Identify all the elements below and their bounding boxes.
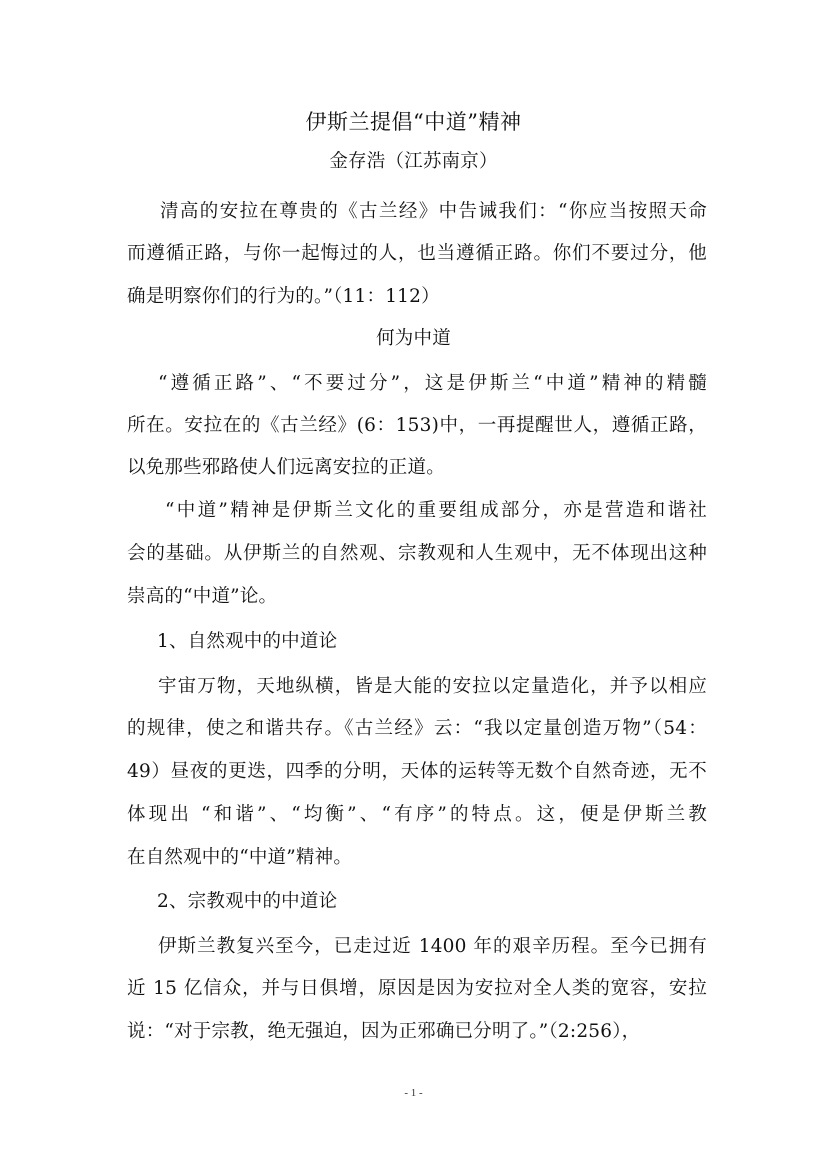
paragraph-line: 清高的安拉在尊贵的《古兰经》中告诫我们：“你应当按照天命 [160, 201, 707, 222]
paragraph-line: 体现出 “和谐”、“均衡”、“有序”的特点。这，便是伊斯兰教 [127, 804, 707, 825]
paragraph-line: 近 15 亿信众，并与日俱增，原因是因为安拉对全人类的宽容，安拉 [127, 978, 707, 999]
paragraph-line: 49）昼夜的更迭，四季的分明，天体的运转等无数个自然奇迹，无不 [127, 761, 707, 782]
paragraph-line: 所在。安拉在的《古兰经》(6：153)中，一再提醒世人，遵循正路， [127, 415, 707, 436]
paragraph-line: 说：“对于宗教，绝无强迫，因为正邪确已分明了。”（2:256）， [127, 1021, 641, 1042]
page-number: - 1 - [404, 1087, 423, 1099]
paragraph-line: 的规律，使之和谐共存。《古兰经》云：“我以定量创造万物”（54： [127, 718, 707, 739]
paragraph-line: 而遵循正路，与你一起悔过的人，也当遵循正路。你们不要过分，他 [127, 243, 707, 264]
paragraph-line: 伊斯兰教复兴至今，已走过近 1400 年的艰辛历程。至今已拥有 [158, 936, 707, 957]
paragraph-line: 以免那些邪路使人们远离安拉的正道。 [127, 457, 445, 478]
subsection-heading: 2、宗教观中的中道论 [157, 891, 338, 912]
paragraph-line: 宇宙万物，天地纵横，皆是大能的安拉以定量造化，并予以相应 [158, 676, 707, 697]
subsection-heading: 1、自然观中的中道论 [157, 631, 338, 652]
section-heading: 何为中道 [376, 328, 451, 349]
paragraph-line: “遵循正路”、“不要过分”，这是伊斯兰“中道”精神的精髓 [158, 373, 707, 394]
paragraph-line: “中道”精神是伊斯兰文化的重要组成部分，亦是营造和谐社 [165, 500, 707, 521]
document-title: 伊斯兰提倡“中道”精神 [305, 110, 522, 134]
paragraph-line: 崇高的“中道”论。 [127, 586, 278, 607]
paragraph-line: 确是明察你们的行为的。”（11：112） [127, 286, 440, 307]
paragraph-line: 会的基础。从伊斯兰的自然观、宗教观和人生观中，无不体现出这种 [127, 543, 707, 564]
paragraph-line: 在自然观中的“中道”精神。 [127, 847, 353, 868]
author-line: 金存浩（江苏南京） [329, 151, 498, 172]
